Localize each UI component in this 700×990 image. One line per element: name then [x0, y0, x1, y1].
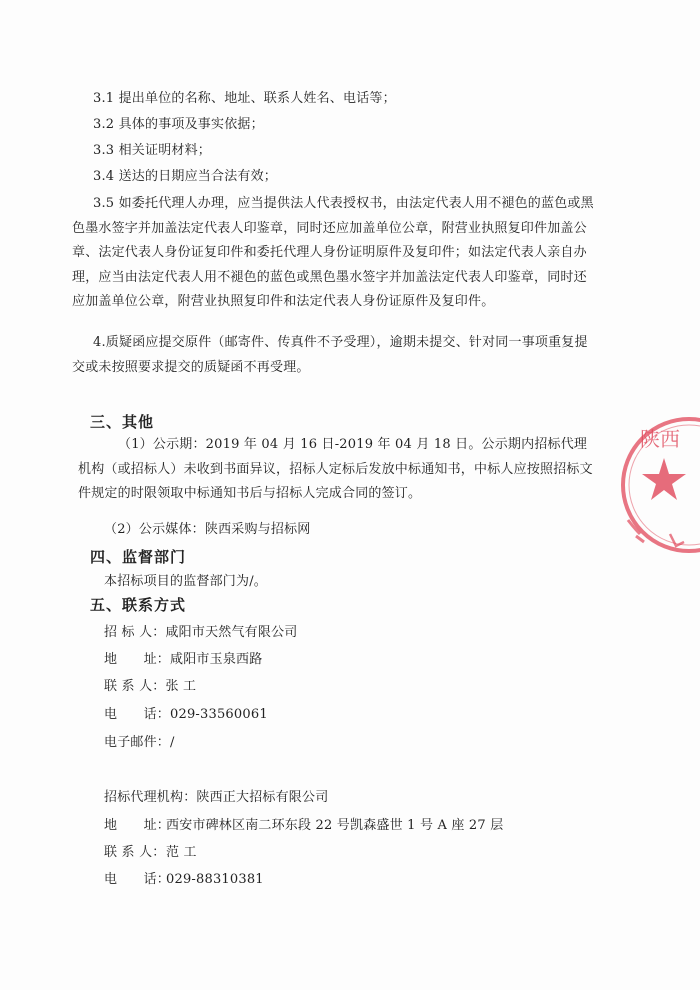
tenderer-email-row: [104, 734, 175, 752]
agency-contact-label: 联 系 人：: [104, 845, 166, 860]
tenderer-email: /: [170, 735, 175, 750]
tenderer-phone: 029-33560061: [170, 707, 268, 722]
tenderer-contact-row: [104, 678, 196, 696]
seal-text: 陕西: [640, 427, 680, 451]
requirement-3-1: 3.1 提出单位的名称、地址、联系人姓名、电话等；: [93, 91, 396, 106]
tenderer-contact: 张 工: [165, 679, 197, 694]
tenderer-name: 咸阳市天然气有限公司: [165, 625, 298, 640]
section-3-heading: 三、其他: [90, 413, 155, 431]
tenderer-phone-label: 电 话：: [104, 707, 171, 722]
seal-graphic: [614, 400, 700, 570]
agency-address-row: [104, 817, 503, 835]
section-4-heading: 四、监督部门: [90, 548, 187, 566]
tenderer-contact-label: 联 系 人：: [104, 679, 166, 694]
section-5-heading: 五、联系方式: [90, 596, 187, 614]
tenderer-name-row: [104, 624, 297, 642]
tenderer-name-label: 招 标 人：: [104, 625, 166, 640]
tenderer-address-row: [104, 651, 262, 669]
requirement-3-2: 3.2 具体的事项及事实依据；: [93, 117, 264, 132]
seal-star-icon: [642, 458, 686, 500]
requirement-3-4: 3.4 送达的日期应当合法有效；: [93, 169, 278, 184]
requirement-3-5: 3.5 如委托代理人办理，应当提供法人代表授权书，由法定代表人用不褪色的蓝色或黑色墨水签字并加盖法定代表人印鉴章，同时还应加盖单位公章，附营业执照复印件加盖公章、法定代表人身份证复印件和委托代理人身份证明原件及复印件；如法定代表人亲自办理，应当由法定代表人用不褪色的蓝色或黑色墨水签字并加盖法定代表人印鉴章，同时还应加盖单位公章，附营业执照复印件和法定代表人身份证原件及复印件。: [72, 196, 594, 309]
section-3-publicity-period: （1）公示期：2019 年 04 月 16 日-2019 年 04 月 18 日。公示期内招标代理机构（或招标人）未收到书面异议，招标人定标后发放中标通知书，中标人应按照招标文件规定的时限领取中标通知书后与招标人完成合同的签订。: [78, 437, 593, 501]
section-3-publicity-media: （2）公示媒体：陕西采购与招标网: [104, 522, 311, 537]
section-4-text: 本招标项目的监督部门为/。: [104, 574, 267, 589]
company-seal: [614, 400, 700, 570]
agency-contact: 范 工: [166, 845, 197, 860]
agency-name: 陕西正大招标有限公司: [196, 790, 329, 805]
agency-address-label: 地 址：: [104, 818, 171, 833]
tenderer-address-label: 地 址：: [104, 652, 171, 667]
agency-contact-row: [104, 844, 197, 862]
agency-name-row: [104, 789, 328, 807]
agency-name-label: 招标代理机构：: [104, 790, 197, 805]
tenderer-email-label: 电子邮件：: [104, 735, 171, 750]
requirement-3-3: 3.3 相关证明材料；: [93, 143, 212, 158]
agency-address: 西安市碑林区南二环东段 22 号凯森盛世 1 号 A 座 27 层: [166, 818, 504, 833]
agency-phone-label: 电 话：: [104, 872, 171, 887]
tenderer-address: 咸阳市玉泉西路: [170, 652, 263, 667]
agency-phone-row: [104, 871, 264, 889]
agency-phone: 029-88310381: [166, 872, 264, 887]
tenderer-phone-row: [104, 706, 268, 724]
requirement-4: 4.质疑函应提交原件（邮寄件、传真件不予受理），逾期未提交、针对同一事项重复提交或未按照要求提交的质疑函不再受理。: [72, 335, 588, 375]
